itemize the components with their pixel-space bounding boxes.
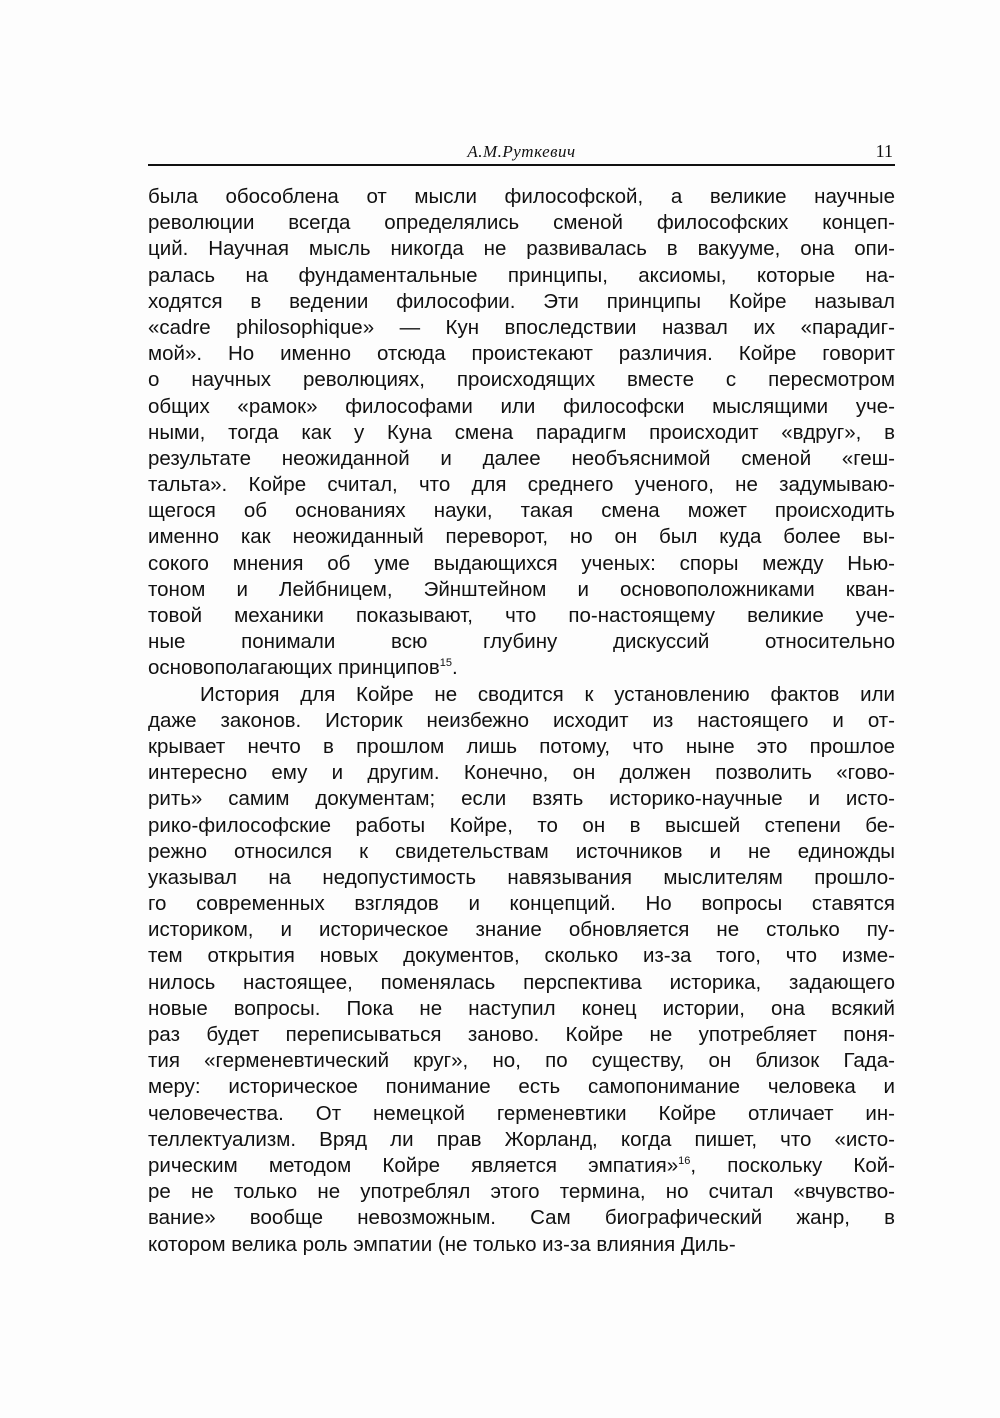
line-text: го современных взглядов и концепций. Но вопросы ставятся: [148, 892, 895, 916]
text-line: [148, 603, 895, 629]
line-text: тем открытия новых документов, сколько из-за того, что изме-: [148, 944, 895, 968]
text-line: [148, 577, 895, 603]
line-text: ные понимали всю глубину дискуссий относительно: [148, 630, 895, 654]
text-line: [148, 1048, 895, 1074]
text-line: [148, 1101, 895, 1127]
paragraph: [148, 682, 895, 1258]
text-line: [148, 315, 895, 341]
page-header: [148, 140, 895, 166]
text-line: [148, 184, 895, 210]
text-line: [148, 263, 895, 289]
text-line: [148, 891, 895, 917]
text-line: [148, 1074, 895, 1100]
paragraph: [148, 184, 895, 682]
text-line: [148, 1205, 895, 1231]
text-line: [148, 420, 895, 446]
text-line: [148, 682, 895, 708]
line-text: ными, тогда как у Куна смена парадигм происходит «вдруг», в: [148, 420, 895, 444]
line-text: , поскольку Кой-: [690, 1153, 896, 1177]
line-text: ходятся в ведении философии. Эти принципы Койре называл: [148, 289, 895, 313]
line-text: История для Койре не сводится к установлению фактов или: [200, 682, 895, 706]
line-text: общих «рамок» философами или философски мыслящими уче-: [148, 394, 895, 418]
line-text: нилось настоящее, поменялась перспектива историка, задающего: [148, 970, 895, 994]
line-text: о научных революциях, происходящих вместе с пересмотром: [148, 368, 895, 392]
text-line: [148, 629, 895, 655]
line-text: крывает нечто в прошлом лишь потому, что ныне это прошлое: [148, 734, 895, 758]
line-text: ций. Научная мысль никогда не развивалась в вакууме, она опи-: [148, 237, 895, 261]
line-text: человечества. От немецкой герменевтики Койре отличает ин-: [148, 1101, 895, 1125]
line-text: «cadre philosophique» — Кун впоследствии назвал их «парадиг-: [148, 315, 895, 339]
line-text: сокого мнения об уме выдающихся ученых: споры между Нью-: [148, 551, 895, 575]
text-line: [148, 786, 895, 812]
line-text: котором велика роль эмпатии (не только из-за влияния Диль-: [148, 1232, 736, 1256]
text-line: [148, 446, 895, 472]
line-text: мой». Но именно отсюда проистекают различия. Койре говорит: [148, 342, 895, 366]
text-line: [148, 813, 895, 839]
line-text: именно как неожиданный переворот, но он был куда более вы-: [148, 525, 895, 549]
line-text: тоном и Лейбницем, Эйнштейном и основоположниками кван-: [148, 577, 895, 601]
text-line: [148, 865, 895, 891]
text-line: [148, 917, 895, 943]
line-text: вание» вообще невозможным. Сам биографический жанр, в: [148, 1206, 895, 1230]
text-line: [148, 394, 895, 420]
text-line: [148, 970, 895, 996]
text-line: [148, 655, 895, 681]
line-text: тальта». Койре считал, что для среднего ученого, не задумываю-: [148, 473, 895, 497]
text-line: [148, 996, 895, 1022]
line-text: ре не только не употреблял этого термина, но считал «вчувство-: [148, 1180, 895, 1204]
line-text: щегося об основаниях науки, такая смена может происходить: [148, 499, 895, 523]
line-text: теллектуализм. Вряд ли прав Жорланд, когда пишет, что «исто-: [148, 1127, 895, 1151]
line-text: указывал на недопустимость навязывания мыслителям прошло-: [148, 865, 895, 889]
line-text: раз будет переписываться заново. Койре не употребляет поня-: [148, 1023, 895, 1046]
text-line: [148, 472, 895, 498]
footnote-reference: 16: [678, 1154, 691, 1167]
text-line: [148, 1127, 895, 1153]
text-line: [148, 1022, 895, 1048]
text-line: [148, 367, 895, 393]
text-line: [148, 524, 895, 550]
line-text: результате неожиданной и далее необъяснимой сменой «геш-: [148, 446, 895, 470]
line-text: была обособлена от мысли философской, а великие научные: [148, 185, 895, 208]
page-number: 11: [875, 141, 893, 161]
text-line: [148, 289, 895, 315]
line-text: революции всегда определялись сменой философских концеп-: [148, 211, 895, 235]
line-text: ралась на фундаментальные принципы, аксиомы, которые на-: [148, 263, 895, 287]
line-text: товой механики показывают, что по-настоящему великие уче-: [148, 604, 895, 627]
text-line: [148, 1232, 895, 1258]
line-text: интересно ему и другим. Конечно, он должен позволить «гово-: [148, 761, 895, 785]
line-text: основополагающих принципов: [148, 656, 440, 680]
line-text: новые вопросы. Пока не наступил конец истории, она всякий: [148, 996, 895, 1020]
text-line: [148, 341, 895, 367]
line-text: рить» самим документам; если взять историко-научные и исто-: [148, 787, 895, 811]
line-text: историком, и историческое знание обновляется не столько пу-: [148, 918, 895, 942]
footnote-reference: 15: [439, 657, 453, 670]
text-line: [148, 1179, 895, 1205]
text-line: [148, 839, 895, 865]
text-line: [148, 236, 895, 262]
line-text: меру: историческое понимание есть самопонимание человека и: [148, 1075, 895, 1099]
running-head: А.М.Руткевич: [467, 142, 576, 161]
line-text: .: [452, 656, 458, 680]
text-line: [148, 551, 895, 577]
text-line: [148, 708, 895, 734]
text-line: [148, 943, 895, 969]
text-line: [148, 760, 895, 786]
line-text: тия «герменевтический круг», но, по существу, он близок Гада-: [148, 1049, 895, 1073]
text-line: [148, 210, 895, 236]
line-text: режно относился к свидетельствам источников и не единожды: [148, 839, 895, 863]
line-text: рико-философские работы Койре, то он в высшей степени бе-: [148, 813, 895, 837]
body-text: [148, 184, 895, 1258]
text-line: [148, 498, 895, 524]
text-line: [148, 1153, 895, 1179]
line-text: даже законов. Историк неизбежно исходит из настоящего и от-: [148, 708, 895, 732]
line-text: рическим методом Койре является эмпатия»: [148, 1153, 679, 1177]
text-line: [148, 734, 895, 760]
